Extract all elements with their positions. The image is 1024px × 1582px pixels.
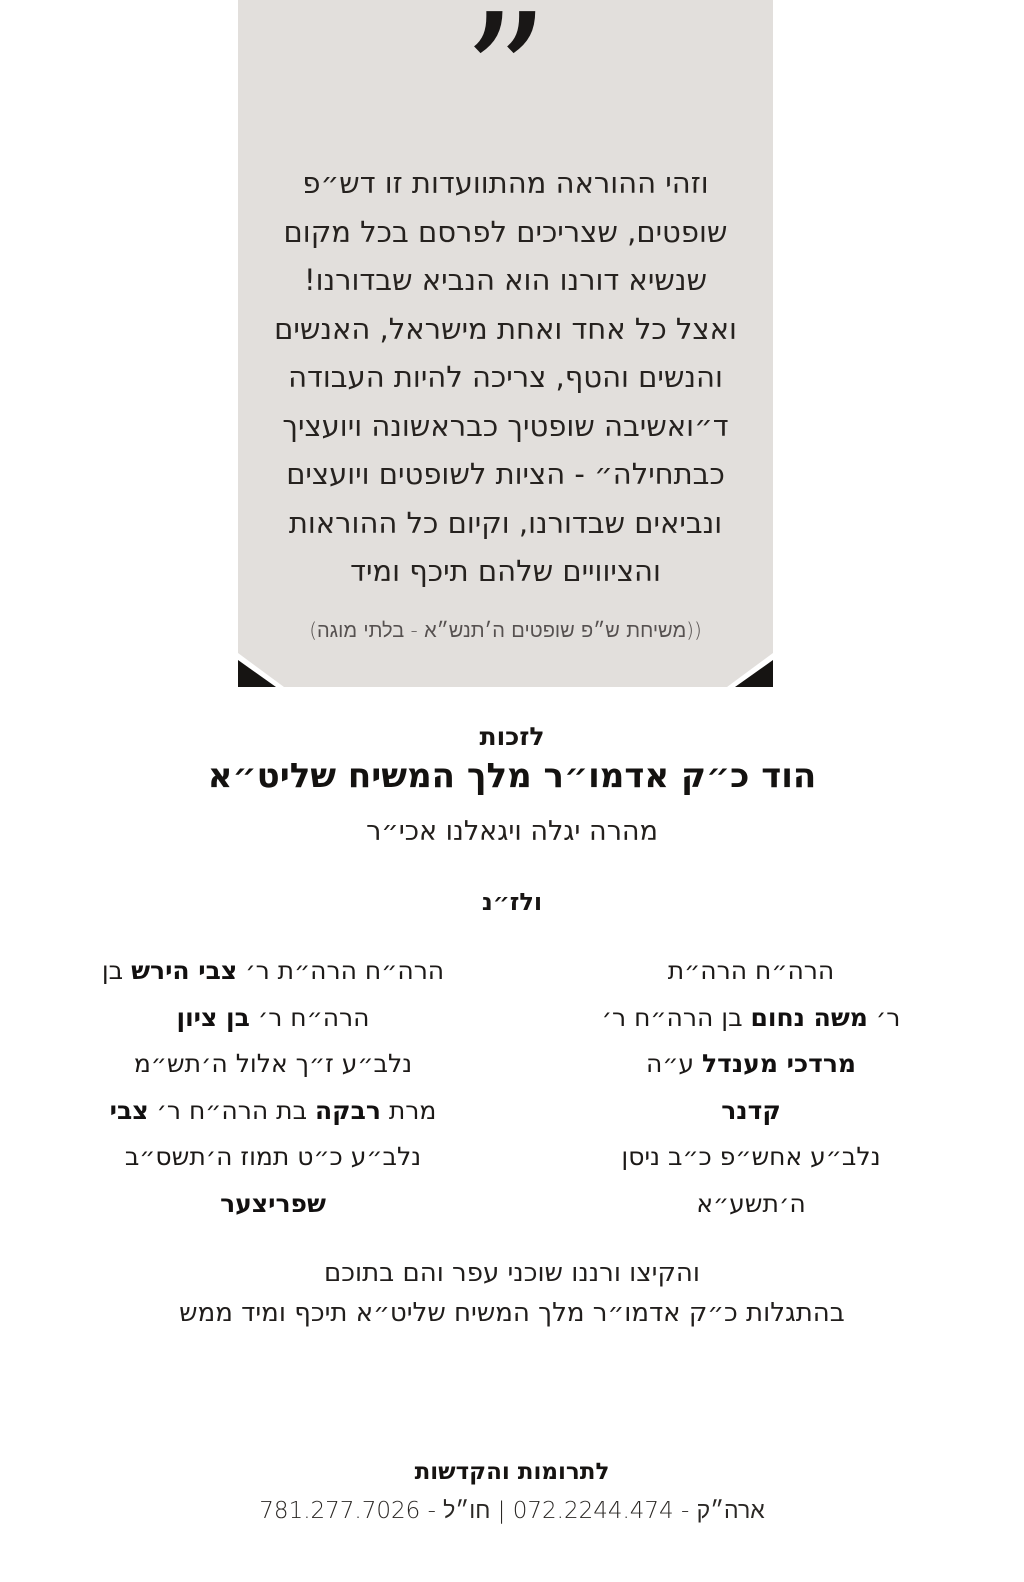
memorial-line: [512, 1134, 990, 1181]
memorial-text: בן: [101, 956, 132, 985]
memorial-text: נלב״ע כ״ט תמוז ה׳תשס״ב: [124, 1142, 422, 1171]
memorial-text: ר׳: [867, 1002, 901, 1032]
lizchus-heading: לזכות: [479, 722, 545, 751]
memorial-surname: שפריצער: [220, 1188, 326, 1218]
closing-line: והקיצו ורננו שוכני עפר והם בתוכם: [323, 1258, 701, 1288]
memorial-text: מרת: [380, 1095, 437, 1125]
closing-line: בהתגלות כ״ק אדמו״ר מלך המשיח שליט״א תיכף ומיד ממש: [179, 1298, 845, 1328]
memorial-line: [512, 948, 990, 995]
memorial-name: צבי: [109, 1095, 149, 1125]
quote-text: [246, 159, 765, 596]
memorial-line: [34, 1041, 512, 1088]
memorial-text: נלב״ע אחש״פ כ״ב ניסן: [621, 1142, 881, 1171]
quote-card: [238, 0, 773, 687]
memorial-line: [512, 1041, 990, 1088]
memorial-name: בן ציון: [176, 1002, 250, 1032]
memorial-columns: [34, 948, 990, 1227]
quote-citation: ((משיחת ש״פ שופטים ה׳תנש״א - בלתי מוגה): [309, 618, 702, 642]
memorial-text: בת הרה״ח ר׳: [148, 1095, 315, 1125]
closing-text: [0, 1253, 1024, 1333]
quote-line: כבתחילה״ - הציות לשופטים ויועצים: [286, 457, 725, 491]
memorial-text: ה׳תשע״א: [696, 1188, 806, 1218]
memorial-left-column: [34, 948, 512, 1227]
quote-line: שופטים, שצריכים לפרסם בכל מקום: [283, 214, 728, 249]
blessing-line: מהרה יגלה ויגאלנו אכי״ר: [366, 816, 658, 847]
quote-line: שנשיא דורנו הוא הנביא שבדורנו!: [303, 263, 708, 297]
memorial-text: הרה״ח הרה״ת: [667, 956, 835, 985]
memorial-line: [34, 1134, 512, 1181]
quote-line: וזהי ההוראה מהתוועדות זו דש״פ: [302, 166, 709, 200]
memorial-line: [34, 1181, 512, 1228]
ulezen-heading: ולז״נ: [481, 888, 543, 916]
memorial-line: [34, 948, 512, 995]
memorial-line: [512, 1181, 990, 1228]
memorial-text: הרה״ח הרה״ת ר׳: [237, 956, 445, 985]
quote-line: והציוויים שלהם תיכף ומיד: [350, 554, 661, 588]
quote-mark-icon: ”: [462, 0, 549, 176]
corner-triangle-left-icon: [238, 653, 284, 687]
memorial-name: רבקה: [314, 1095, 381, 1125]
memorial-text: ע״ה: [645, 1049, 703, 1078]
memorial-text: בן הרה״ח ר׳: [601, 1002, 751, 1032]
memorial-name: צבי הירש: [131, 956, 238, 985]
quote-line: ד״ואשיבה שופטיך כבראשונה ויועציך: [282, 408, 729, 443]
phone-numbers: ארה״ק - 072.2244.474 | חו״ל - 781.277.7026: [259, 1498, 765, 1524]
memorial-text: הרה״ח ר׳: [249, 1002, 370, 1032]
quote-line: ואצל כל אחד ואחת מישראל, האנשים: [274, 311, 737, 346]
quote-line: ונביאים שבדורנו, וקיום כל ההוראות: [288, 505, 723, 540]
memorial-line: [512, 1088, 990, 1135]
memorial-right-column: [512, 948, 990, 1227]
memorial-name: משה נחום: [750, 1002, 868, 1032]
quote-line: והנשים והטף, צריכה להיות העבודה: [288, 360, 723, 394]
corner-triangle-right-icon: [727, 653, 773, 687]
rebbe-title: הוד כ״ק אדמו״ר מלך המשיח שליט״א: [207, 756, 817, 796]
donations-heading: לתרומות והקדשות: [414, 1459, 610, 1485]
memorial-name: מרדכי מענדל: [702, 1049, 856, 1078]
memorial-line: [512, 995, 990, 1042]
memorial-text: נלב״ע ז״ך אלול ה׳תש״מ: [133, 1049, 413, 1078]
memorial-line: [34, 1088, 512, 1135]
memorial-line: [34, 995, 512, 1042]
memorial-surname: קדנר: [721, 1095, 781, 1125]
